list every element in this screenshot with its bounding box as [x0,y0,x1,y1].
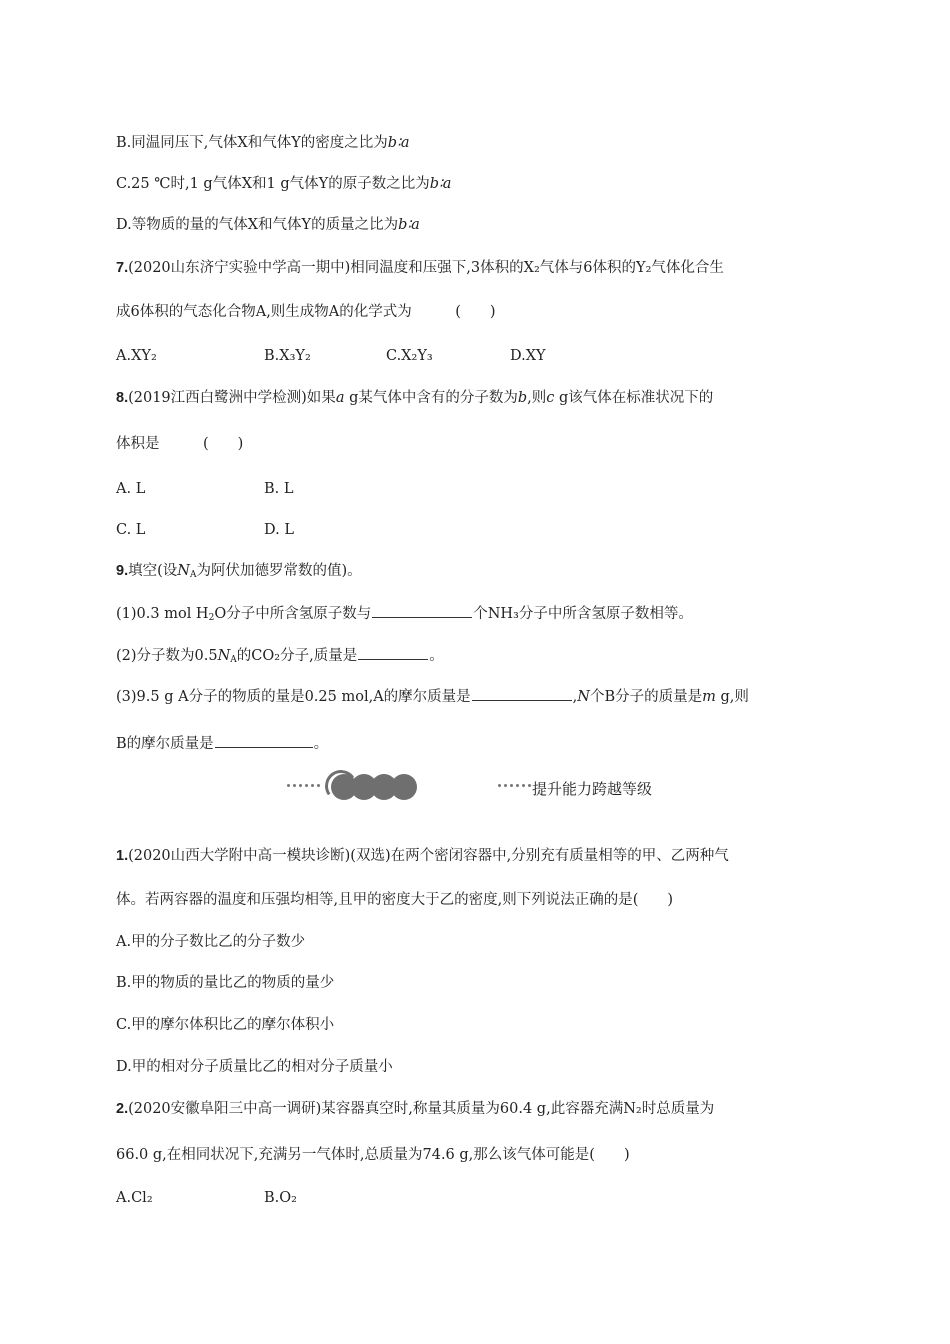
q8-number: 8. [116,390,129,406]
q7-stem-text2: 成6体积的气态化合物A,则生成物A的化学式为 ( ) [116,304,496,320]
q8-stem-post: g该气体在标准状况下的 [554,390,714,406]
q8-option-c: C. L [116,522,146,538]
q7-option-b: B.X₃Y₂ [264,348,311,364]
q9-part3-pre: (3)9.5 g A分子的物质的量是0.25 mol,A的摩尔质量是 [116,689,471,705]
q9-part3-n: N [577,689,590,705]
q6-option-c [116,174,451,194]
q9-part2-mid: 的CO₂分子,质量是 [236,648,358,664]
q9-intro-pre: 填空(设 [128,563,178,579]
q6-option-c-ratio: b∶a [429,176,452,192]
q9-na-subscript: A [189,570,197,580]
q9-part3-m: m [702,689,716,705]
q6-option-c-text: C.25 ℃时,1 g气体X和1 g气体Y的原子数之比为 [116,176,430,192]
p2-stem-line2 [116,1145,630,1165]
q8-stem-line2 [116,434,243,454]
p2-option-b: B.O₂ [264,1190,297,1206]
p1-stem-line1 [116,846,729,866]
q9-part1 [116,603,693,624]
p2-stem-line1 [116,1099,714,1119]
p2-stem-text2: 66.0 g,在相同状况下,充满另一气体时,总质量为74.6 g,那么该气体可能是( ) [116,1147,630,1163]
q7-option-d: D.XY [510,348,546,364]
banner-dots-left [287,784,320,788]
q7-stem-line1 [116,258,724,278]
q9-na-symbol: N [177,563,190,579]
q8-var-b: b [517,390,528,406]
q9-part2-na: N [217,648,231,664]
q9-part2-pre: (2)分子数为0.5 [116,648,218,664]
q6-option-d-text: D.等物质的量的气体X和气体Y的质量之比为 [116,217,399,233]
q8-var-a: a [335,390,345,406]
q9-part2-na-sub: A [230,655,237,665]
q9-part3-blank2[interactable] [215,733,313,748]
q8-option-a: A. L [116,481,146,497]
q8-stem-mid1: g某气体中含有的分子数为 [344,390,518,406]
q9-part3 [116,686,749,707]
q9-intro-post: 为阿伏加德罗常数的值)。 [196,563,362,579]
q9-part2-blank[interactable] [358,645,428,660]
q6-option-d-ratio: b∶a [398,217,420,233]
q9-part2 [116,645,444,666]
p1-option-d: D.甲的相对分子质量比乙的相对分子质量小 [116,1059,393,1075]
q7-number: 7. [116,260,129,276]
q9-part1-blank[interactable] [372,603,472,618]
q7-stem-text1: (2020山东济宁实验中学高一期中)相同温度和压强下,3体积的X₂气体与6体积的Y₂气体化合生 [128,260,724,276]
q9-part2-post: 。 [429,648,444,664]
q9-part3-line2-pre: B的摩尔质量是 [116,736,214,752]
p1-number: 1. [116,848,129,864]
q9-part3-line2 [116,733,328,754]
q9-part1-pre: (1)0.3 mol H [116,606,209,622]
q9-part3-comma: , [572,689,578,705]
p1-option-c: C.甲的摩尔体积比乙的摩尔体积小 [116,1017,335,1033]
p1-option-b: B.甲的物质的量比乙的物质的量少 [116,975,335,991]
q9-part3-line2-post: 。 [313,736,329,752]
q9-part1-post: 个NH₃分子中所含氢原子数相等。 [473,606,693,622]
q8-stem-line1 [116,388,713,408]
p2-option-a: A.Cl₂ [116,1190,153,1206]
p2-number: 2. [116,1101,129,1117]
q7-stem-line2 [116,302,496,322]
p1-stem-line2 [116,890,673,910]
q8-option-b: B. L [264,481,294,497]
q9-part3-blank1[interactable] [472,686,572,701]
banner-dots-right [498,784,531,788]
q7-option-c: C.X₂Y₃ [386,348,433,364]
q6-option-d [116,215,420,235]
q6-option-b-text: B.同温同压下,气体X和气体Y的密度之比为 [116,135,388,151]
q7-option-a: A.XY₂ [116,348,157,364]
q6-option-b [116,133,409,153]
q8-stem-mid2: ,则 [527,390,547,406]
q8-stem-pre: (2019江西白鹭洲中学检测)如果 [128,390,336,406]
q9-part1-sub: 2 [208,613,215,623]
q8-var-c: c [546,390,555,406]
q9-part3-mid: 个B分子的质量是 [589,689,703,705]
banner-bubbles-icon [325,772,420,800]
q6-option-b-ratio: b∶a [387,135,410,151]
q8-stem-text2: 体积是 ( ) [116,436,244,452]
section-banner [0,768,950,804]
q9-part3-post: g,则 [715,689,749,705]
p1-option-a: A.甲的分子数比乙的分子数少 [116,934,306,950]
p2-stem-text1: (2020安徽阜阳三中高一调研)某容器真空时,称量其质量为60.4 g,此容器充满N₂时总质量为 [128,1101,715,1117]
q9-number: 9. [116,563,129,579]
p1-stem-text2: 体。若两容器的温度和压强均相等,且甲的密度大于乙的密度,则下列说法正确的是( ) [116,892,674,908]
q9-part1-mid: O分子中所含氢原子数与 [214,606,372,622]
p1-stem-text1: (2020山西大学附中高一模块诊断)(双选)在两个密闭容器中,分别充有质量相等的甲、乙两种气 [128,848,729,864]
banner-title: 提升能力跨越等级 [532,780,653,798]
q8-option-d: D. L [264,522,294,538]
q9-intro [116,561,362,581]
